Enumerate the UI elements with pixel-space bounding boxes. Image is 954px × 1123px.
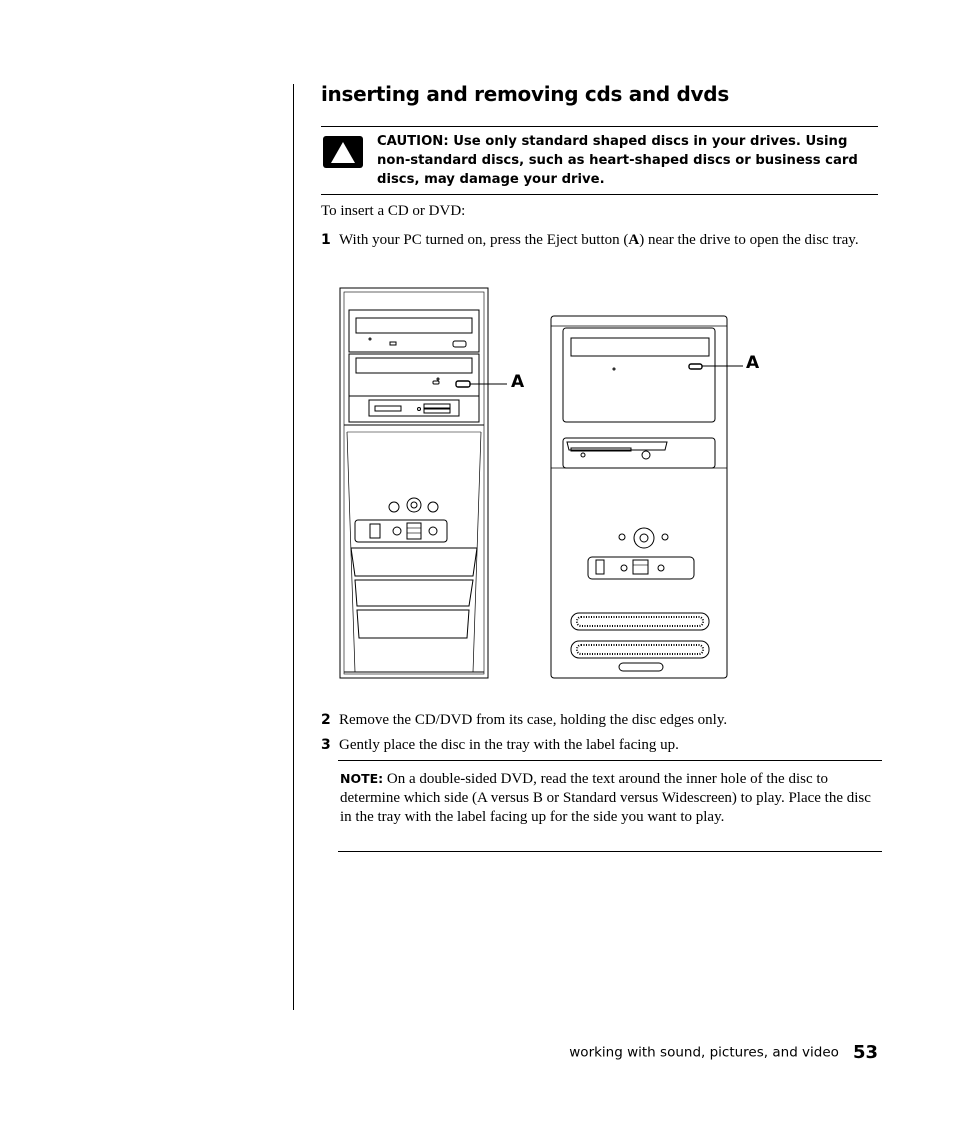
caution-text: CAUTION: Use only standard shaped discs in your drives. Using non-standard discs, such as heart-shaped discs or business card discs, may damage your drive. — [377, 134, 858, 187]
intro-text: To insert a CD or DVD: — [321, 203, 466, 219]
page-footer — [569, 1042, 878, 1063]
warning-triangle-icon — [323, 136, 363, 168]
chapter-title: working with sound, pictures, and video — [569, 1044, 839, 1061]
step-text: Remove the CD/DVD from its case, holding the disc edges only. — [339, 712, 728, 728]
pc-towers-illustration — [335, 282, 775, 687]
section-title: inserting and removing cds and dvds — [321, 82, 729, 106]
eject-button-callout-right: A — [746, 353, 760, 373]
step-number: 1 — [321, 232, 331, 248]
step-number: 2 — [321, 712, 331, 728]
page-number: 53 — [852, 1042, 878, 1063]
step-text: With your PC turned on, press the Eject button (A) near the drive to open the disc tray. — [339, 232, 859, 248]
step-text: Gently place the disc in the tray with the label facing up. — [339, 737, 679, 753]
note-box — [338, 760, 882, 852]
left-tower — [340, 288, 507, 678]
note-label: NOTE: — [340, 771, 384, 786]
right-tower — [551, 316, 743, 678]
caution-box — [321, 126, 878, 195]
margin-rule — [293, 84, 294, 1010]
note-text: NOTE: On a double-sided DVD, read the text around the inner hole of the disc to determine which side (A versus B or Standard versus Widescreen) to play. Place the disc in the tray with the label facing up for the side you want to play. — [340, 771, 871, 825]
step-number: 3 — [321, 737, 331, 753]
eject-button-callout-left: A — [511, 372, 525, 392]
